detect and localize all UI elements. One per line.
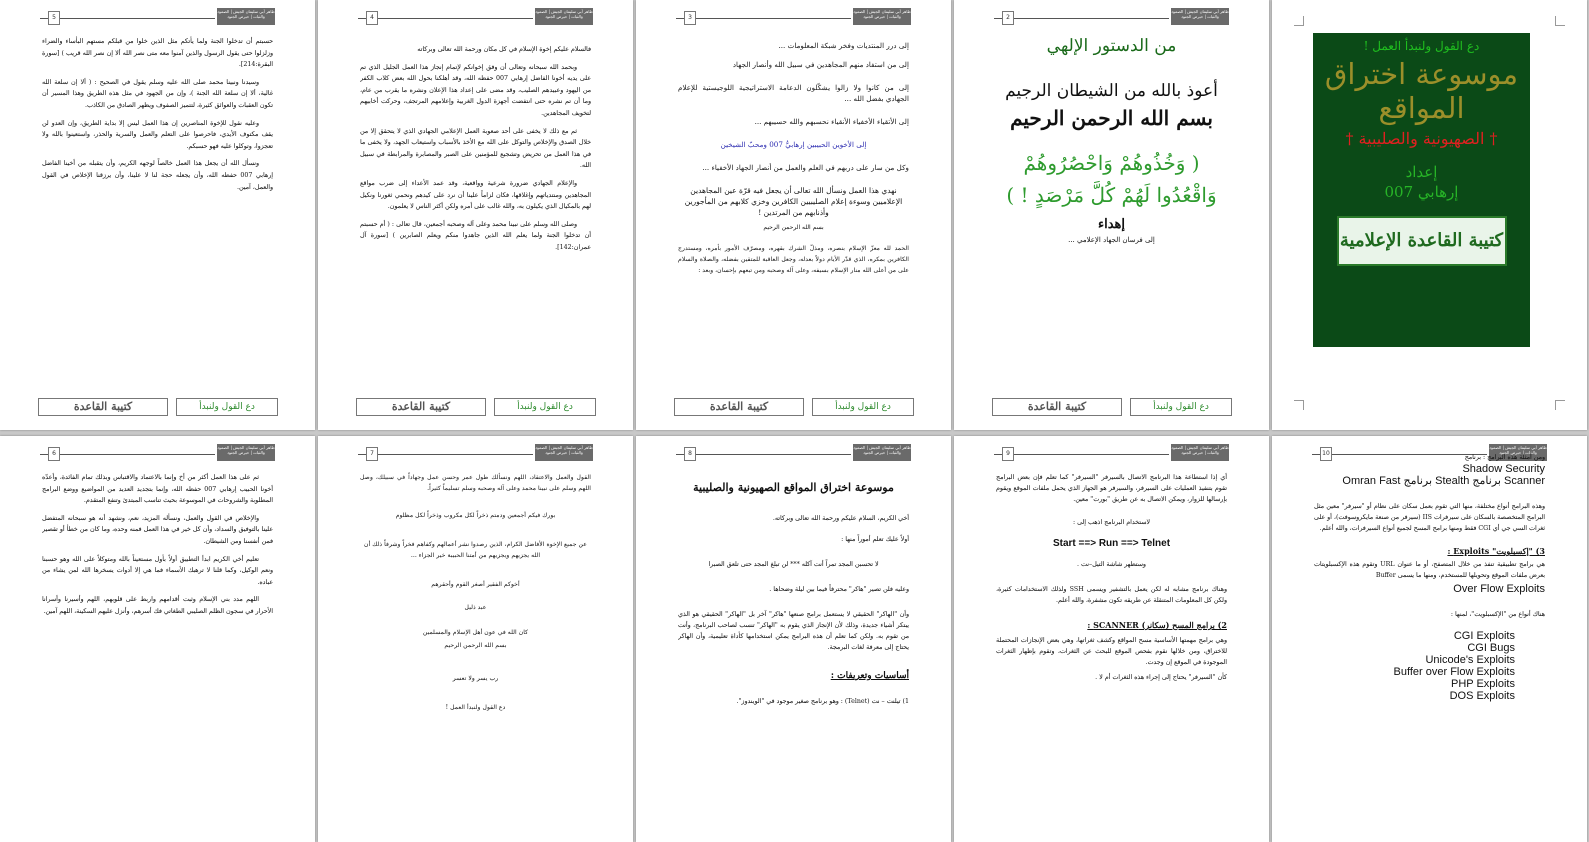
cover-subtitle: † الصهيونية والصليبية †	[1345, 129, 1498, 148]
header-box: طاهر أبي سليمان الجيش | الصمود والثبات | حيرص الجنود	[853, 8, 911, 25]
page-header	[358, 444, 593, 461]
page-7[interactable]	[318, 436, 633, 842]
page-header	[40, 8, 275, 25]
p7-signature: أخوكم الفقير أصغر القوم وأحقرهم	[431, 581, 520, 588]
page-5[interactable]	[0, 0, 315, 430]
p5-paragraph: وسيدنا ونبينا محمد صلى الله عليه وسلم يقول في الصحيح : ( ألا إن سلعة الله غالية، ألا إن سلعة الله الجنة )، وإن من الجهود في مثل هذه الطريق وهذا المسير أن تكون العقبات والعوائق كثيرة، لتتميز الصفوف ويظهر الصادق من الكاذب.	[42, 78, 273, 109]
p6-paragraph: والإخلاص في القول والعمل، ونسأله المزيد، نعم، ونشهد أنه هو سبحانه المتفضل علينا بالتوفيق والسداد، وأن كل خير في هذا العمل فمنه وحده، وما كان من خطأ أو تقصير فمن أنفسنا ومن الشيطان.	[42, 514, 273, 545]
header-box: طاهر أبي سليمان الجيش | الصمود والثبات | حيرص الجنود	[535, 444, 593, 461]
p6-paragraph: ثم على هذا العمل أكثر من أخ وإنما بالاعتماد والاقتباس وبذلك تمام الفائدة، وأعدّه أخونا الحبيب إرهابي 007 حفظه الله، وإنما بتجديد العديد من المواضيع ووضع البرامج المطلوبة والشروحات في الموسوعة بحيث تناسب المبتدئ وتنفع المتقدم.	[42, 474, 273, 505]
p3-line: إلى من كانوا ولا زالوا يشكّلون الدعامة الاستراتيجية اللوجيستية للإعلام الجهادي بفضل الله ...	[678, 83, 909, 103]
p8-paragraph: وأن "الهاكر" الحقيقي لا يستعمل برامج صنعها "هاكر" آخر بل "الهاكر" الحقيقي هو الذي يبتكر أشياء جديدة، وذلك لأن الإنجاز الذي يقوم به "الهاكر" تنسب لصاحب البرنامج، وأنت من تقوم به. ولكن كما تعلم أن هذه البرامج يمكن استخدامها كأداة تعليمية، وأن الهاكر يحتاج إلى معرفة لغات البرمجة.	[678, 611, 909, 651]
p2-basmala: بسم الله الرحمن الرحيم	[1010, 106, 1213, 130]
p3-line: إلى درر المنتديات وفخر شبكة المعلومات ...	[778, 41, 909, 50]
p7-closing: رب يسر ولا تعسر	[452, 675, 499, 682]
page-number: 4	[366, 11, 378, 25]
p7-thanks: عن جميع الإخوة الأفاضل الكرام، الذين رصدوا نشر أعمالهم وكفاهم فخراً وشرفاً ذلك أن الله يجزيهم ويجزيهم من أمتنا الحبيبة خير الجزاء ...	[364, 541, 587, 559]
page-header	[994, 8, 1229, 25]
footer-right: دع القول ولنبدأ	[494, 398, 596, 416]
p9-scanner: وهي برامج مهمتها الأساسية مسح المواقع وكشف ثغراتها، وهي بعض الإنجازات المحتملة للاختراق، ومن خلالها نقوم بفحص الموقع للبحث عن الثغرات، وتقوم بإظهار الثغرات الموجودة في الموقع إن وجدت.	[996, 637, 1227, 666]
p10-para: وهذه البرامج أنواع مختلفة، منها التي تقوم بعمل سكان على نظام أو "سيرفر" معين مثل البرامج المتخصصة بالسكان على سيرفرات IIS (سيرفر من صنعة مايكروسوفت)، أو على ثغرات السي جي أي CGI فقط ومنها برامج المسح لجميع أنواع السيرفرات، والله أعلم.	[1314, 503, 1545, 532]
header-box: طاهر أبي سليمان الجيش | الصمود والثبات | حيرص الجنود	[217, 444, 275, 461]
page-number: 8	[684, 447, 696, 461]
p3-line: إلى الأتقياء الأخفياء الأنقياء نحسبهم والله حسيبهم ...	[754, 117, 909, 126]
list-item: PHP Exploits	[1451, 678, 1515, 690]
p2-taawwudh: أعوذ بالله من الشيطان الرجيم	[1005, 81, 1218, 101]
p3-basmala: بسم الله الرحمن الرحيم	[763, 224, 824, 231]
cover-prepared-label: إعداد	[1405, 163, 1438, 181]
p9-wait: وستظهر شاشة التيل–نت .	[1077, 561, 1146, 568]
footer-right: دع القول ولنبدأ	[1130, 398, 1232, 416]
page-10[interactable]	[1272, 436, 1587, 842]
header-box: طاهر أبي سليمان الجيش | الصمود والثبات | حيرص الجنود	[217, 8, 275, 25]
p10-overflow: Over Flow Exploits	[1453, 583, 1545, 595]
p4-paragraph: والإعلام الجهادي ضرورة شرعية وواقعية، وقد عمد الأعداء إلى ضرب مواقع المجاهدين ومنتدياتهم وإغلاقها، فكان لزاماً علينا أن نرد على كيدهم ونحمي ثغورنا ونكيل لهم بالمكيال الذي يكيلون به، والله غالب على أمره ولكن أكثر الناس لا يعلمون.	[360, 179, 591, 211]
p3-followers: وكل من سار على دربهم في العلم والعمل من أنصار الجهاد الأخفياء ...	[702, 163, 909, 172]
footer-right: دع القول ولنبدأ	[812, 398, 914, 416]
p2-heading: من الدستور الإلهي	[1046, 36, 1177, 56]
p3-line: إلى من استفاد منهم المجاهدين في سبيل الله وأنصار الجهاد	[732, 60, 909, 69]
p8-quote: لا تحسبن المجد تمراً أنت آكله *** لن تبلغ المجد حتى تلعق الصبرا	[708, 561, 879, 568]
p6-paragraph: تعليم أخي الكريم ابدأ التطبيق أولاً بأول مستعيناً بالله ومتوكلاً على الله وهو حسبنا ونعم الوكيل، وكما قلنا لا ترهبك الأسماء فما هي إلا أدوات يسخرها الله لمن يشاء من عباده.	[42, 555, 273, 586]
page-footer	[992, 396, 1232, 416]
list-item: Unicode's Exploits	[1425, 654, 1515, 666]
p7-intro: القول والعمل والاعتقاد، اللهم ونسألك طول عمر وحسن عمل وجهاداً في سبيلك، وصل اللهم وسلم على نبينا محمد وعلى آله وصحبه وسلم تسليماً كثيراً.	[360, 474, 591, 492]
page-2[interactable]	[954, 0, 1269, 430]
p2-verse: ( وَخُذُوهُمْ وَاحْصُرُوهُمْ وَاقْعُدُوا لَهُمْ كُلَّ مَرْصَدٍ ! )	[1006, 151, 1217, 207]
page-number: 6	[48, 447, 60, 461]
page-header	[994, 444, 1229, 461]
page-number: 9	[1002, 447, 1014, 461]
page-number: 10	[1320, 447, 1332, 461]
p9-end: كأن "السيرفر" يحتاج إلى إجراء هذه الثغرات أم لا .	[1095, 674, 1227, 681]
p5-paragraph: ونسأل الله أن يجعل هذا العمل خالصاً لوجهه الكريم، وأن يتقبله من أخينا الفاضل إرهابي 007 حفظه الله، وأن يجعله حجة لنا لا علينا، وأن يرزقنا الإخلاص في القول والعمل، آمين.	[42, 160, 273, 191]
header-box: طاهر أبي سليمان الجيش | الصمود والثبات | حيرص الجنود	[1171, 8, 1229, 25]
p9-path: Start ==> Run ==> Telnet	[1052, 538, 1171, 549]
p7-closing: بسم الله الرحمن الرحيم	[444, 642, 507, 649]
page-footer	[674, 396, 914, 416]
p7-closing: كان الله في عون أهل الإسلام والمسلمين	[422, 629, 529, 636]
p8-title: موسوعة اختراق المواقع الصهيونية والصليبية	[693, 481, 894, 494]
p9-intro: أي إذا استطاعة هذا البرنامج الاتصال بالسيرفر "السيرفر" كما تعلم فإن بعض البرامج تقوم بتنفيذ العمليات على السيرفر، والسيرفر هو الجهاز الذي يحمل ملفات الموقع ويقوم بإرسالها للزوار، ويمكن الاتصال به عن طريق "بورت" معين.	[996, 474, 1227, 503]
page-header	[358, 8, 593, 25]
page-footer	[356, 396, 596, 416]
cover-slogan: دع القول ولنبدأ العمل !	[1363, 39, 1480, 53]
cover-title: موسوعة اختراق المواقع	[1324, 57, 1519, 125]
cover-logo: كتيبة القاعدة الإعلامية	[1337, 216, 1507, 266]
p7-prayer: بورك فيكم أجمعين ودمتم ذخراً لكل مكروب وذخراً لكل مظلوم	[395, 512, 556, 519]
p9-use: لاستخدام البرنامج اذهب إلى :	[1072, 519, 1151, 526]
p8-section: أساسيات وتعريفات :	[830, 671, 909, 681]
p10-kinds: هناك أنواع من "الإكسبلويت"، لمنها :	[1450, 611, 1545, 618]
page-3[interactable]	[636, 0, 951, 430]
header-box: طاهر أبي سليمان الجيش | الصمود والثبات | حيرص الجنود	[853, 444, 911, 461]
p8-first: أولاً عليك تعلم أموراً منها :	[841, 536, 909, 543]
p9-scanner-title: 2) برامج المسح (سكانر) SCANNER :	[1087, 620, 1227, 630]
page-9[interactable]	[954, 436, 1269, 842]
header-box: طاهر أبي سليمان الجيش | الصمود والثبات | حيرص الجنود	[535, 8, 593, 25]
page-number: 3	[684, 11, 696, 25]
list-item: Buffer over Flow Exploits	[1393, 666, 1515, 678]
p8-item: 1) تيلنت – نت (Telnet) : وهو برنامج صغير موجود في "الويندوز".	[736, 698, 909, 705]
page-number: 2	[1002, 11, 1014, 25]
p10-tools: Omran Fast برنامج Stealth برنامج Scanner	[1342, 475, 1545, 487]
p8-note: وعليه فلن تصير "هاكر" محترفاً فيما بين ليلة وضحاها .	[769, 586, 909, 593]
p9-ssh: وهناك برنامج مشابه له لكن يعمل بالتشفير ويسمى SSH ولذلك الاستخدامات كثيرة، ولكن كل المعلومات المتنقلة عن طريقه تكون مشفرة، والله أعلم.	[996, 586, 1227, 604]
page-number: 5	[48, 11, 60, 25]
footer-right: دع القول ولنبدأ	[176, 398, 278, 416]
p5-paragraph: حسبتم أن تدخلوا الجنة ولما يأتكم مثل الذين خلوا من قبلكم مستهم البأساء والضراء وزلزلوا حتى يقول الرسول والذين آمنوا معه متى نصر الله ألا إن نصر الله قريب ) [سورة البقرة:214].	[42, 38, 273, 69]
p3-gift: نهدي هذا العمل ونسأل الله تعالى أن يجعل فيه قرّة عين المجاهدين الإعلاميين وسوءة إعلام الصليبيين الكافرين وخزي كلابهم من المأجورين وأذنابهم من المرتدين !	[684, 186, 903, 217]
p4-paragraph: ثم مع ذلك لا يخفى على أحد صعوبة العمل الإعلامي الجهادي الذي لا يتحقق إلا من خلال الصدق والإخلاص والتوكل على الله مع الأخذ بالأسباب واستيعاب الجهد، ولا يخفى ما في هذا العمل من تحريض وتشجيع للمؤمنين على الصبر والمصابرة والمرابطة في سبيل الله.	[360, 127, 591, 170]
header-box: طاهر أبي سليمان الجيش | الصمود والثبات | حيرص الجنود	[1489, 444, 1547, 461]
p10-exploits-title: 3) "إكسبلويت" Exploits :	[1447, 546, 1545, 556]
p2-dedication-title: إهداء	[1097, 217, 1125, 232]
footer-left: كتيبة القاعدة	[992, 398, 1122, 416]
p10-tools: Shadow Security	[1462, 463, 1545, 475]
list-item: CGI Bugs	[1467, 642, 1515, 654]
cover-panel	[1313, 33, 1530, 347]
page-footer	[38, 396, 278, 416]
page-header	[676, 8, 911, 25]
p2-dedication-line: إلى فرسان الجهاد الإعلامي ...	[1068, 236, 1155, 244]
p4-greeting: فالسلام عليكم إخوة الإسلام في كل مكان ورحمة الله تعالى وبركاته	[417, 46, 591, 53]
footer-left: كتيبة القاعدة	[674, 398, 804, 416]
p7-closing: دع القول ولنبدأ العمل !	[445, 704, 506, 711]
page-6[interactable]	[0, 436, 315, 842]
p6-paragraph: اللهم مدد بني الإسلام وثبت أقدامهم واربط على قلوبهم، اللهم وأسيرنا وأسرانا الأحرار في سجون الظلم الصليبي الطغاتي فك أسرهم، وأنزل عليهم السكينة، اللهم آمين.	[42, 596, 273, 615]
p7-name: عبد ذليل	[464, 604, 487, 611]
footer-left: كتيبة القاعدة	[356, 398, 486, 416]
page-header	[40, 444, 275, 461]
page-8[interactable]	[636, 436, 951, 842]
p10-top: ومن أمثلة هذه البرامج : برنامج	[1464, 454, 1545, 461]
p3-brothers: إلى الأخوين الحبيبين إرهابيُّ 007 ومحبّ الشيخين	[720, 140, 867, 149]
page-cover[interactable]	[1272, 0, 1587, 430]
cover-author: إرهابي 007	[1384, 183, 1459, 201]
footer-left: كتيبة القاعدة	[38, 398, 168, 416]
header-box: طاهر أبي سليمان الجيش | الصمود والثبات | حيرص الجنود	[1171, 444, 1229, 461]
p4-paragraph: وصلى الله وسلم على نبينا محمد وعلى آله وصحبه أجمعين، قال تعالى : ( أم حسبتم أن تدخلوا الجنة ولما يعلم الله الذين جاهدوا منكم ويعلم الصابرين ) [سورة آل عمران:142].	[360, 220, 591, 251]
list-item: CGI Exploits	[1453, 630, 1515, 642]
page-number: 7	[366, 447, 378, 461]
p5-paragraph: وعليه نقول للإخوة المناصرين إن هذا العمل ليس إلا بداية الطريق، وإن العدو لن يقف مكتوف الأيدي، فاحرصوا على التعلم والعمل والسرية والحذر، واستعينوا بالله ولا تعجزوا، وتوكلوا عليه فهو حسبكم.	[42, 119, 273, 150]
page-4[interactable]	[318, 0, 633, 430]
p3-paragraph: الحمد لله معزّ الإسلام بنصره، ومذلّ الشرك بقهره، ومصرّف الأمور بأمره، ومستدرج الكافرين بمكره، الذي قدّر الأيام دولاً بعدله، وجعل العاقبة للمتقين بفضله، والصلاة والسلام على من أعلى الله منار الإسلام بسيفه، وعلى آله وصحبه ومن تبعهم بإحسان، وبعد :	[678, 245, 909, 274]
p8-greeting: أخي الكريم، السلام عليكم ورحمة الله تعالى وبركاته.	[772, 515, 909, 522]
list-item: DOS Exploits	[1449, 690, 1515, 702]
p10-exploits: هي برامج تطبيقية تنفذ من خلال المتصفح، أو ما عنوان URL وتقوم هذه الإكسبلويتات بعرض ملفات الموقع وتحويلها للمستخدم، ومنها ما يسمى Buffer	[1314, 561, 1545, 579]
p4-paragraph: وبحمد الله سبحانه وتعالى أن وفق إخوانكم لإتمام إنجاز هذا العمل الجليل الذي تم على يديه أخونا الفاضل إرهابي 007 حفظه الله، وقد أهلكنا بحول الله بعض كلاب الكفر من اليهود وعبيدهم الصليب، وقد مضى على إعداد هذا الإعلان ونشره ما يقرب من عام، وما أن تم نشره حتى انتفضت أجهزة الدول الغربية وإعلامهم المرتجف، وحركت أخابيهم لتخويف المجاهدين.	[360, 63, 591, 117]
page-header	[676, 444, 911, 461]
exploit-list	[1314, 630, 1545, 702]
